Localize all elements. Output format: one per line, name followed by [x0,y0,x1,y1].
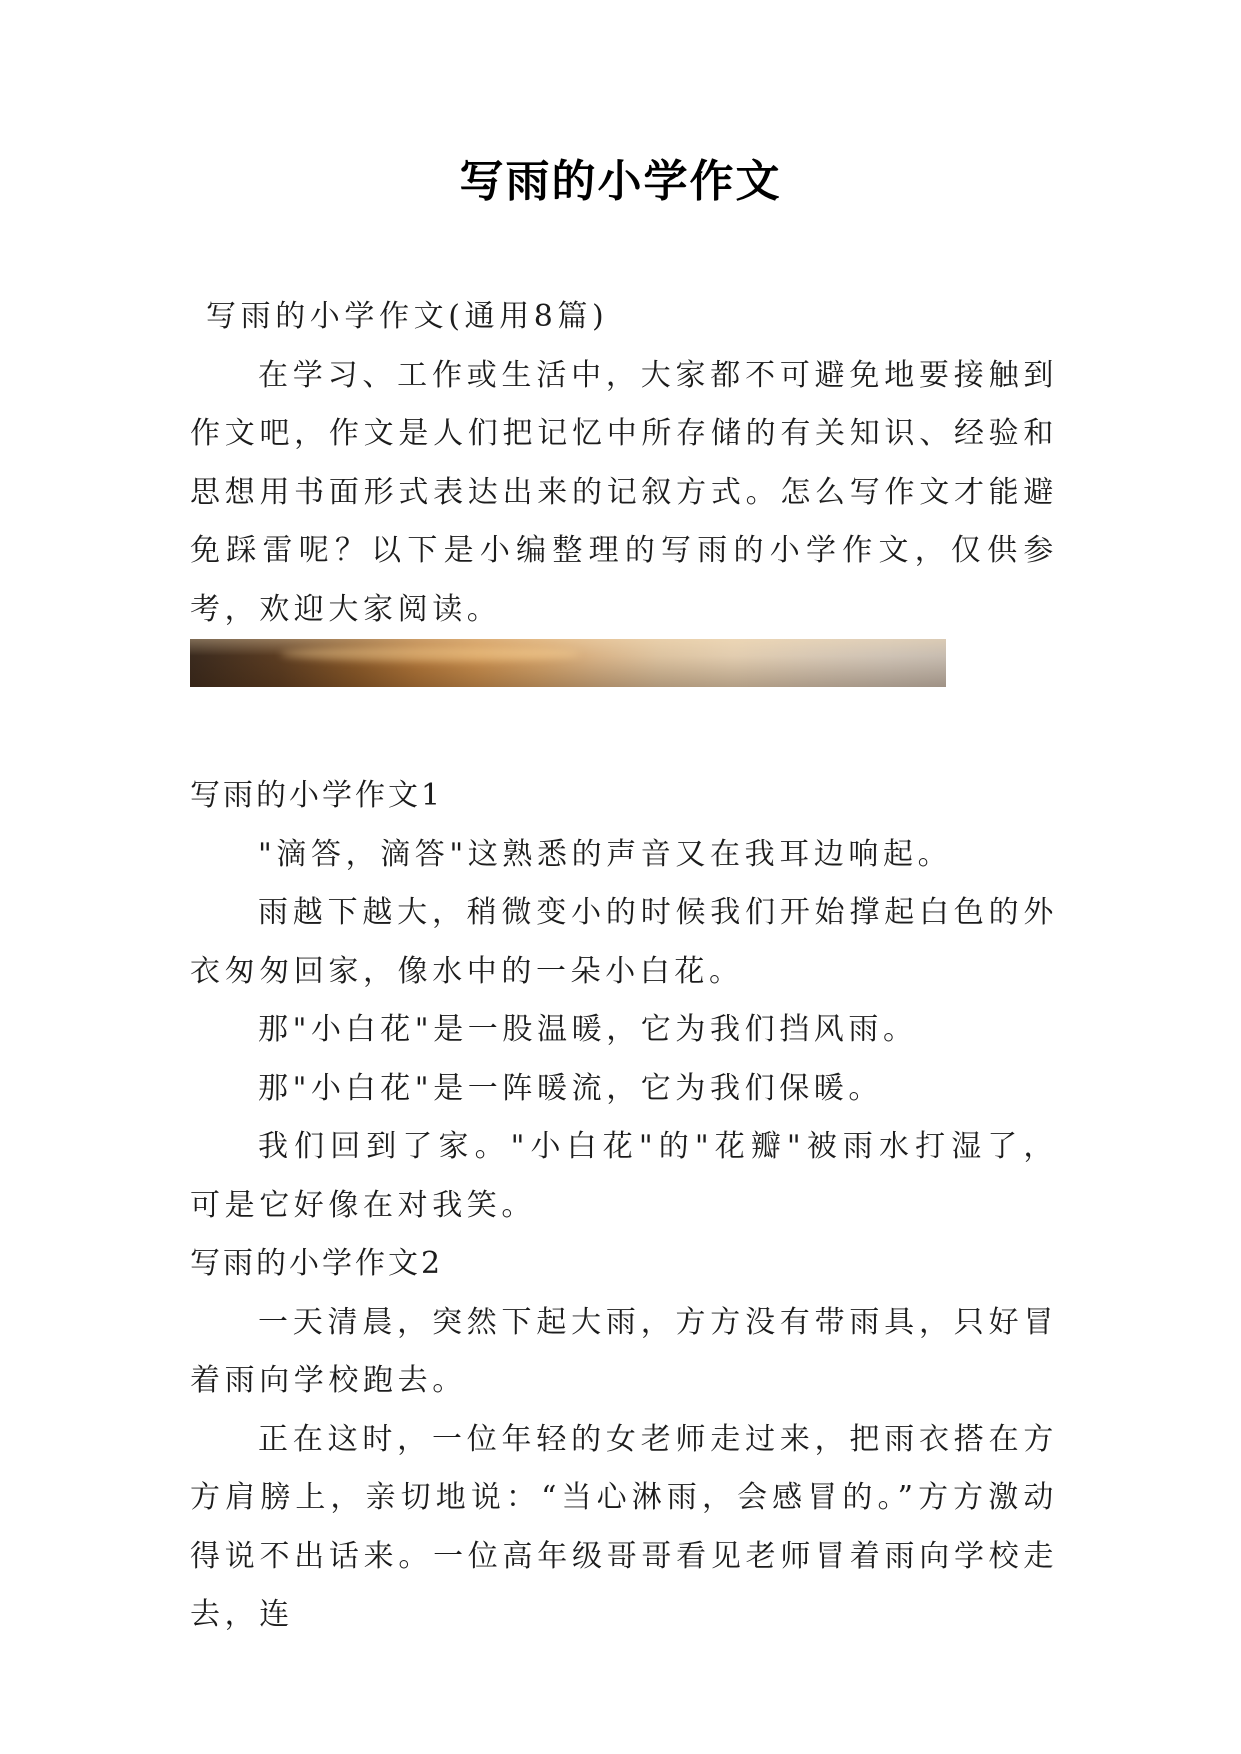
document-body [190,288,1058,1645]
essay-2-paragraph-2: 正在这时，一位年轻的女老师走过来，把雨衣搭在方方肩膀上，亲切地说：“当心淋雨，会感冒的。”方方激动得说不出话来。一位高年级哥哥看见老师冒着雨向学校走去，连 [190,1421,1058,1632]
essay-heading-1: 写雨的小学作文1 [190,778,444,813]
document-title: 写雨的小学作文 [459,156,782,207]
essay-heading-2: 写雨的小学作文2 [190,1246,444,1281]
essay-1-paragraph-4: 那"小白花"是一阵暖流，它为我们保暖。 [258,1070,883,1106]
banner-photo [190,639,946,687]
essay-1-paragraph-1: "滴答，滴答"这熟悉的声音又在我耳边响起。 [258,836,953,872]
intro-paragraph: 在学习、工作或生活中，大家都不可避免地要接触到作文吧，作文是人们把记忆中所存储的有关知识、经验和思想用书面形式表达出来的记叙方式。怎么写作文才能避免踩雷呢？以下是小编整理的写雨的小学作文，仅供参考，欢迎大家阅读。 [190,357,1058,627]
essay-1-paragraph-5: 我们回到了家。"小白花"的"花瓣"被雨水打湿了，可是它好像在对我笑。 [190,1129,1058,1223]
document-subtitle: 写雨的小学作文(通用8篇) [206,299,609,334]
essay-2-paragraph-1: 一天清晨，突然下起大雨，方方没有带雨具，只好冒着雨向学校跑去。 [190,1304,1058,1398]
essay-1-paragraph-3: 那"小白花"是一股温暖，它为我们挡风雨。 [258,1012,918,1047]
essay-1-paragraph-2: 雨越下越大，稍微变小的时候我们开始撑起白色的外衣匆匆回家，像水中的一朵小白花。 [190,895,1058,989]
